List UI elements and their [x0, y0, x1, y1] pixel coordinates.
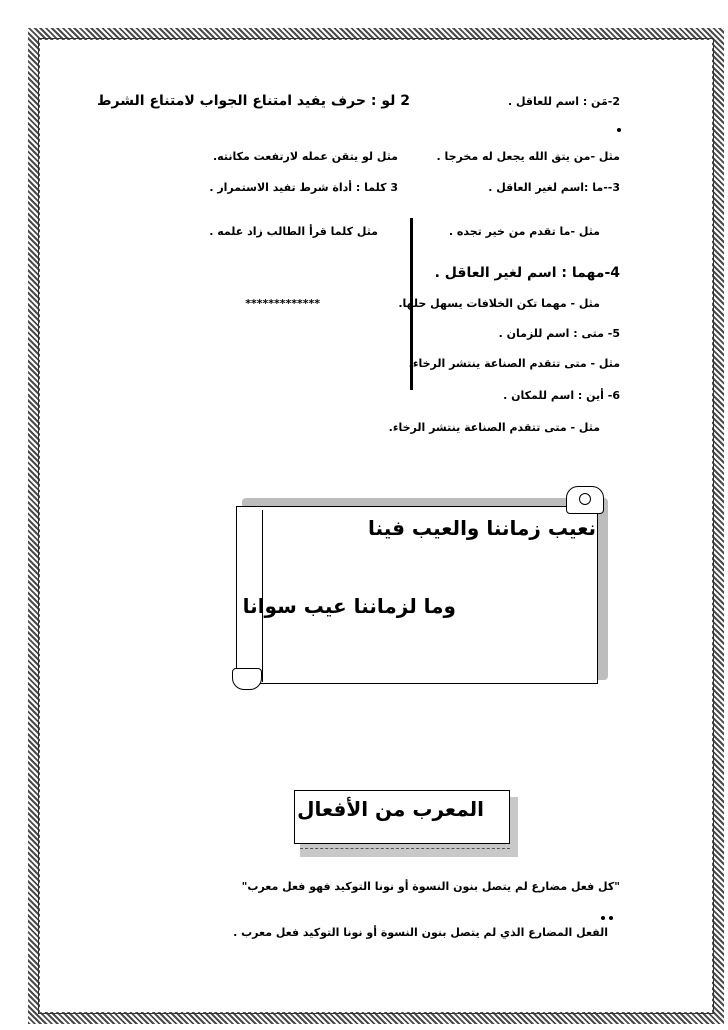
bullet-dot: [601, 916, 605, 920]
line-ma: 3--ما :اسم لغير العاقل .: [488, 181, 620, 194]
line-law: 2 لو : حرف يفيد امتناع الجواب لامتناع الشرط: [97, 93, 410, 109]
section-title: المعرب من الأفعال: [297, 797, 484, 821]
line-kullama: 3 كلما : أداة شرط تفيد الاستمرار .: [209, 181, 398, 194]
title-banner-dashes: [300, 848, 510, 849]
definition-quote: "كل فعل مضارع لم يتصل بنون النسوة أو نونا التوكيد فهو فعل معرب": [241, 880, 620, 893]
line-mahma: 4-مهما : اسم لغير العاقل .: [434, 265, 620, 281]
example-ma: مثل -ما تقدم من خير تجده .: [448, 225, 600, 238]
bullet-dot: [609, 916, 613, 920]
dot-marker: [617, 128, 621, 132]
verse-line-1: نعيب زماننا والعيب فينا: [368, 516, 596, 540]
line-man: 2-مَن : اسم للعاقل .: [507, 95, 620, 108]
bullet-statement: الفعل المضارع الذي لم يتصل بنون النسوة أو نونا التوكيد فعل معرب .: [233, 926, 608, 939]
line-ayna: 6- أين : اسم للمكان .: [503, 389, 620, 402]
example-law: مثل لو يتقن عمله لارتفعت مكانته.: [212, 150, 398, 163]
scroll-curl-bottom: [232, 668, 262, 690]
separator-stars: *************: [245, 297, 320, 310]
scroll-curl-top: [566, 486, 604, 514]
example-kullama: مثل كلما قرأ الطالب زاد علمه .: [209, 225, 378, 238]
example-ayna: مثل - متى تتقدم الصناعة ينتشر الرخاء.: [388, 421, 600, 434]
example-mahma: مثل - مهما تكن الخلافات يسهل حلها.: [398, 297, 600, 310]
verse-line-2: وما لزماننا عيب سوانا: [242, 594, 456, 618]
line-mata: 5- متى : اسم للزمان .: [498, 327, 620, 340]
example-mata: مثل - متى تتقدم الصناعة ينتشر الرخاء.: [408, 357, 620, 370]
example-man: مثل -من يتق الله يجعل له مخرجا .: [436, 150, 620, 163]
